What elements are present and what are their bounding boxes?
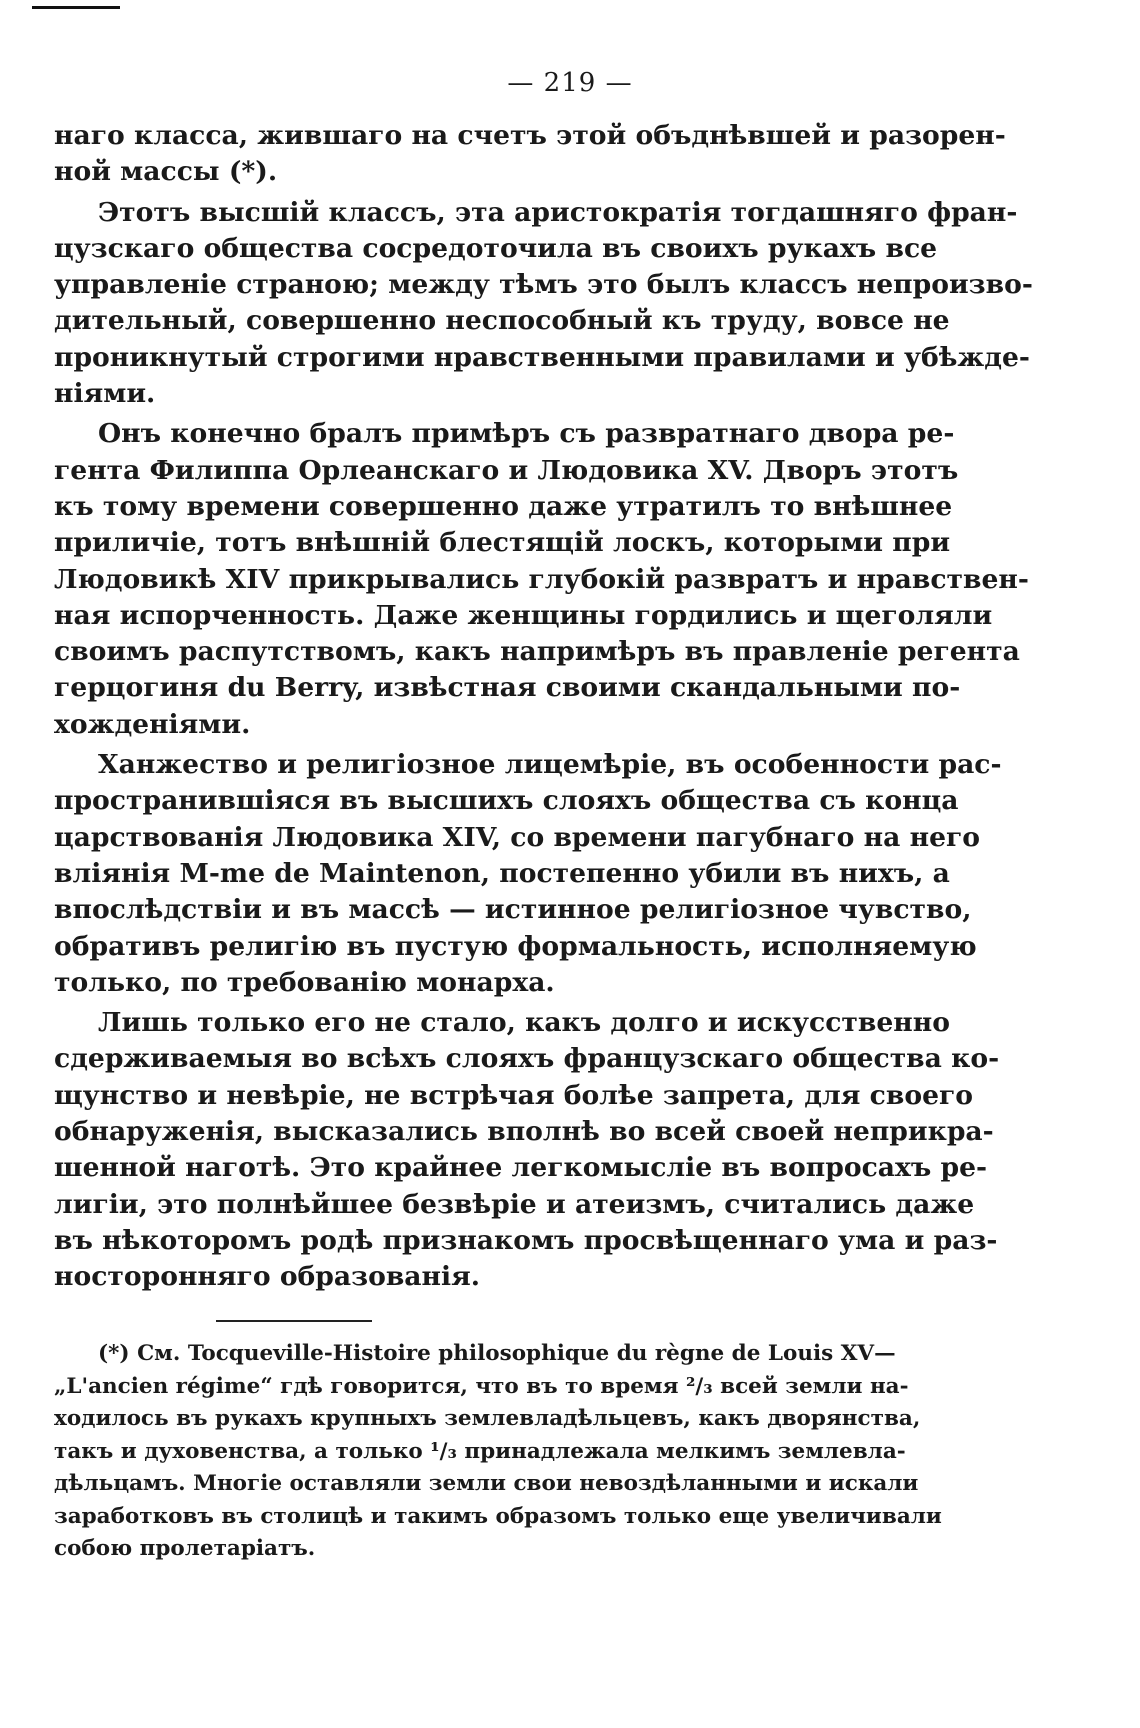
- text-line: пространившіяся въ высшихъ слояхъ общества съ конца: [54, 785, 959, 817]
- text-line: Ханжество и религіозное лицемѣріе, въ особенности рас-: [98, 749, 1002, 781]
- text-line: въ нѣкоторомъ родѣ признакомъ просвѣщеннаго ума и раз-: [54, 1224, 998, 1256]
- text-line: ніями.: [54, 378, 156, 410]
- text-line: сдерживаемыя во всѣхъ слояхъ французскаго общества ко-: [54, 1043, 1000, 1075]
- footnote-line: собою пролетаріатъ.: [54, 1536, 316, 1561]
- text-line: царствованія Людовика XIV, со времени пагубнаго на него: [54, 821, 981, 853]
- footnote-divider: [216, 1320, 372, 1322]
- text-line: проникнутый строгими нравственными правилами и убѣжде-: [54, 341, 1030, 373]
- text-line: управленіе страною; между тѣмъ это былъ классъ непроизво-: [54, 269, 1033, 301]
- text-line: гента Филиппа Орлеанскаго и Людовика XV. Дворъ этотъ: [54, 454, 959, 486]
- text-line: къ тому времени совершенно даже утратилъ то внѣшнее: [54, 490, 953, 522]
- footnote: [54, 1338, 942, 1566]
- text-line: цузскаго общества сосредоточила въ своихъ рукахъ все: [54, 232, 938, 264]
- text-line: Онъ конечно бралъ примѣръ съ развратнаго двора ре-: [98, 418, 955, 450]
- text-line: наго класса, жившаго на счетъ этой объднѣвшей и разорен-: [54, 120, 1006, 151]
- text-line: обнаруженія, высказались вполнѣ во всей своей неприкра-: [54, 1116, 994, 1148]
- footnote-line: (*) См. Tocqueville-Histoire philosophique du règne de Louis XV—: [98, 1341, 896, 1366]
- corner-rule: [32, 0, 120, 9]
- page-number: — 219 —: [507, 68, 633, 98]
- text-line: носторонняго образованія.: [54, 1261, 481, 1293]
- text-line: щунство и невѣріе, не встрѣчая болѣе запрета, для своего: [54, 1079, 974, 1111]
- text-line: хожденіями.: [54, 708, 251, 740]
- text-line: вліянія M-me de Maintenon, постепенно убили въ нихъ, а: [54, 857, 950, 889]
- text-line: ной массы (*).: [54, 156, 278, 188]
- text-line: Лишь только его не стало, какъ долго и искусственно: [98, 1007, 950, 1039]
- text-line: лигіи, это полнѣйшее безвѣріе и атеизмъ, считались даже: [54, 1188, 975, 1220]
- footnote-line: дѣльцамъ. Многіе оставляли земли свои невоздѣланными и искали: [54, 1471, 919, 1496]
- footnote-line: „L'ancien régime“ гдѣ говорится, что въ то время ²/₃ всей земли на-: [54, 1373, 909, 1399]
- paragraph: [54, 747, 1002, 1001]
- text-line: приличіе, тотъ внѣшній блестящій лоскъ, которыми при: [54, 527, 951, 559]
- text-line: обративъ религію въ пустую формальность, исполняемую: [54, 930, 977, 962]
- paragraph: [54, 118, 1006, 191]
- text-line: своимъ распутствомъ, какъ напримѣръ въ правленіе регента: [54, 636, 1020, 668]
- text-line: шенной наготѣ. Это крайнее легкомысліе въ вопросахъ ре-: [54, 1152, 988, 1184]
- paragraph: [54, 195, 1033, 413]
- body-text: [54, 118, 1033, 1296]
- text-line: Людовикѣ XIV прикрывались глубокій развратъ и нравствен-: [54, 563, 1029, 595]
- text-line: дительный, совершенно неспособный къ труду, вовсе не: [54, 305, 950, 337]
- text-line: Этотъ высшій классъ, эта аристократія тогдашняго фран-: [98, 196, 1018, 228]
- text-line: впослѣдствіи и въ массѣ — истинное религіозное чувство,: [54, 894, 972, 926]
- paragraph: [54, 416, 1029, 743]
- paragraph: [54, 1005, 1000, 1295]
- text-line: ная испорченность. Даже женщины гордились и щеголяли: [54, 599, 993, 631]
- footnote-line: такъ и духовенства, а только ¹/₃ принадлежала мелкимъ землевла-: [54, 1438, 906, 1464]
- footnote-line: ходилось въ рукахъ крупныхъ землевладѣльцевъ, какъ дворянства,: [54, 1406, 921, 1431]
- footnote-line: заработковъ въ столицѣ и такимъ образомъ только еще увеличивали: [54, 1503, 942, 1529]
- text-line: герцогиня du Berry, извѣстная своими скандальными по-: [54, 672, 961, 704]
- text-line: только, по требованію монарха.: [54, 966, 555, 998]
